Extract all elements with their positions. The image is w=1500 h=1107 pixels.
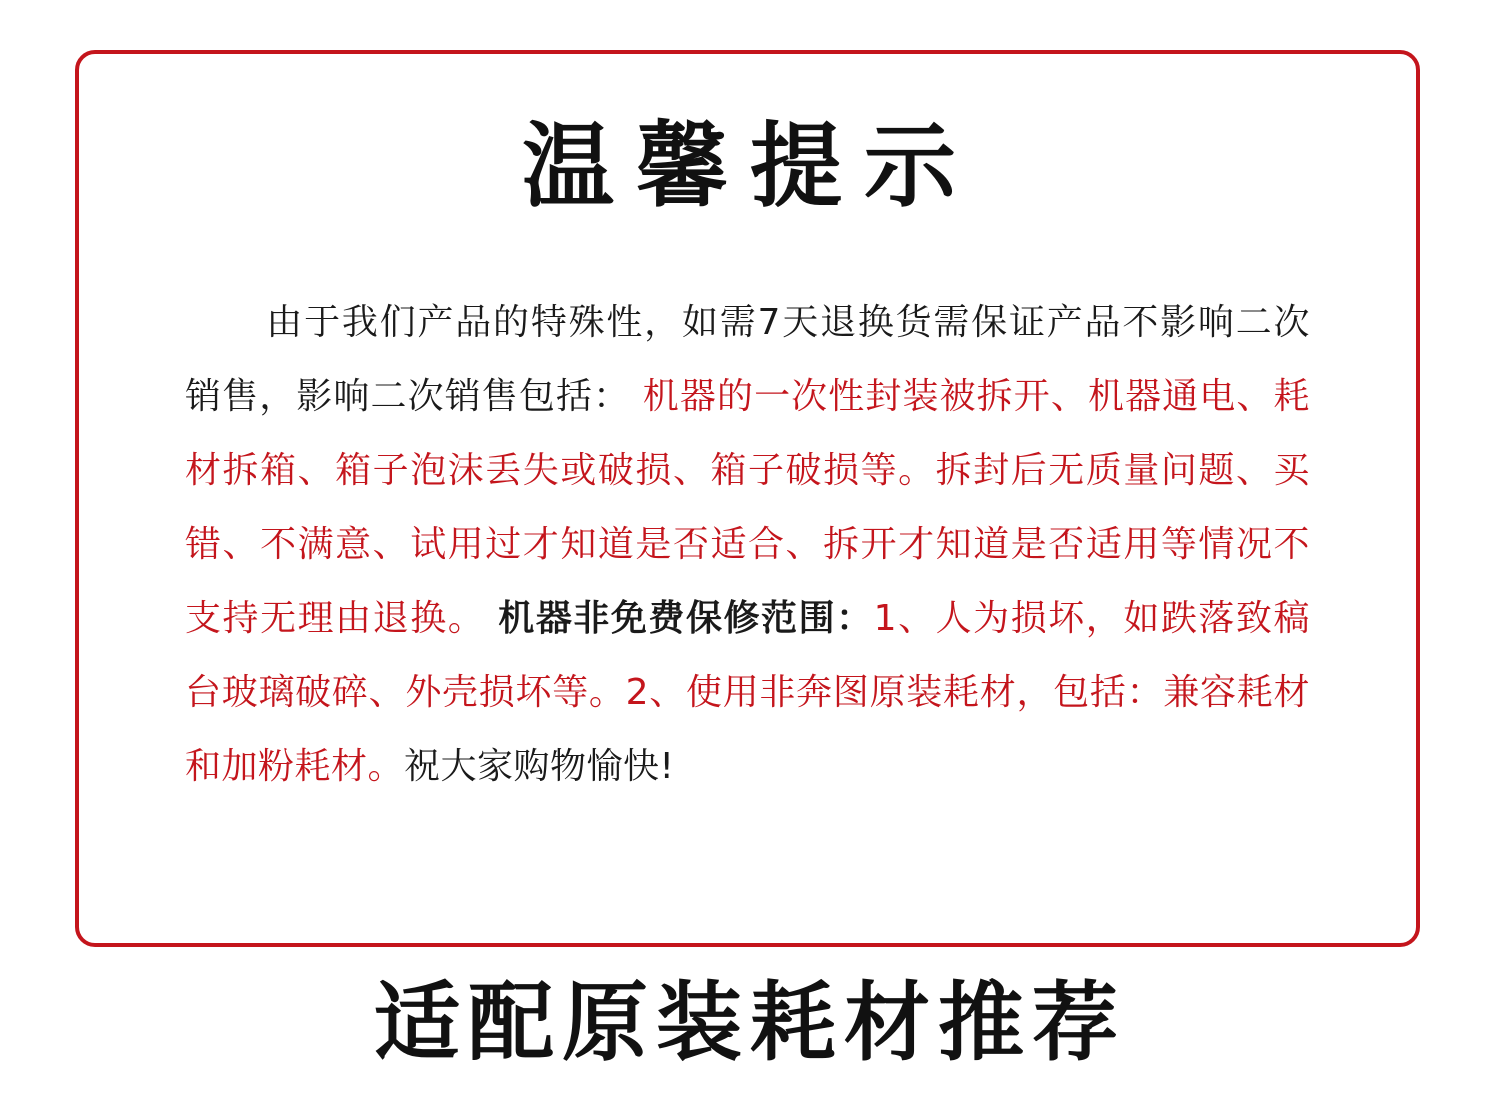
notice-warranty-label: 机器非免费保修范围：	[498, 598, 874, 639]
notice-warranty-items: 1、人为损坏，如跌落致稿台玻璃破碎、外壳损坏等。2、使用非奔图原装耗材，包括：兼容耗材和加粉耗材。	[185, 598, 1310, 787]
section-heading: 适配原装耗材推荐	[374, 973, 1126, 1073]
notice-closing-text: 祝大家购物愉快!	[404, 746, 675, 787]
notice-intro-text: 由于我们产品的特殊性，如需7天退换货需保证产品不影响二次销售，影响二次销售包括：	[185, 302, 1310, 417]
notice-conditions-text: 机器的一次性封装被拆开、机器通电、耗材拆箱、箱子泡沫丢失或破损、箱子破损等。拆封后无质量问题、买错、不满意、试用过才知道是否适合、拆开才知道是否适用等情况不支持无理由退换。	[185, 376, 1310, 639]
notice-title: 温馨提示	[521, 112, 978, 220]
notice-body	[185, 286, 1310, 804]
